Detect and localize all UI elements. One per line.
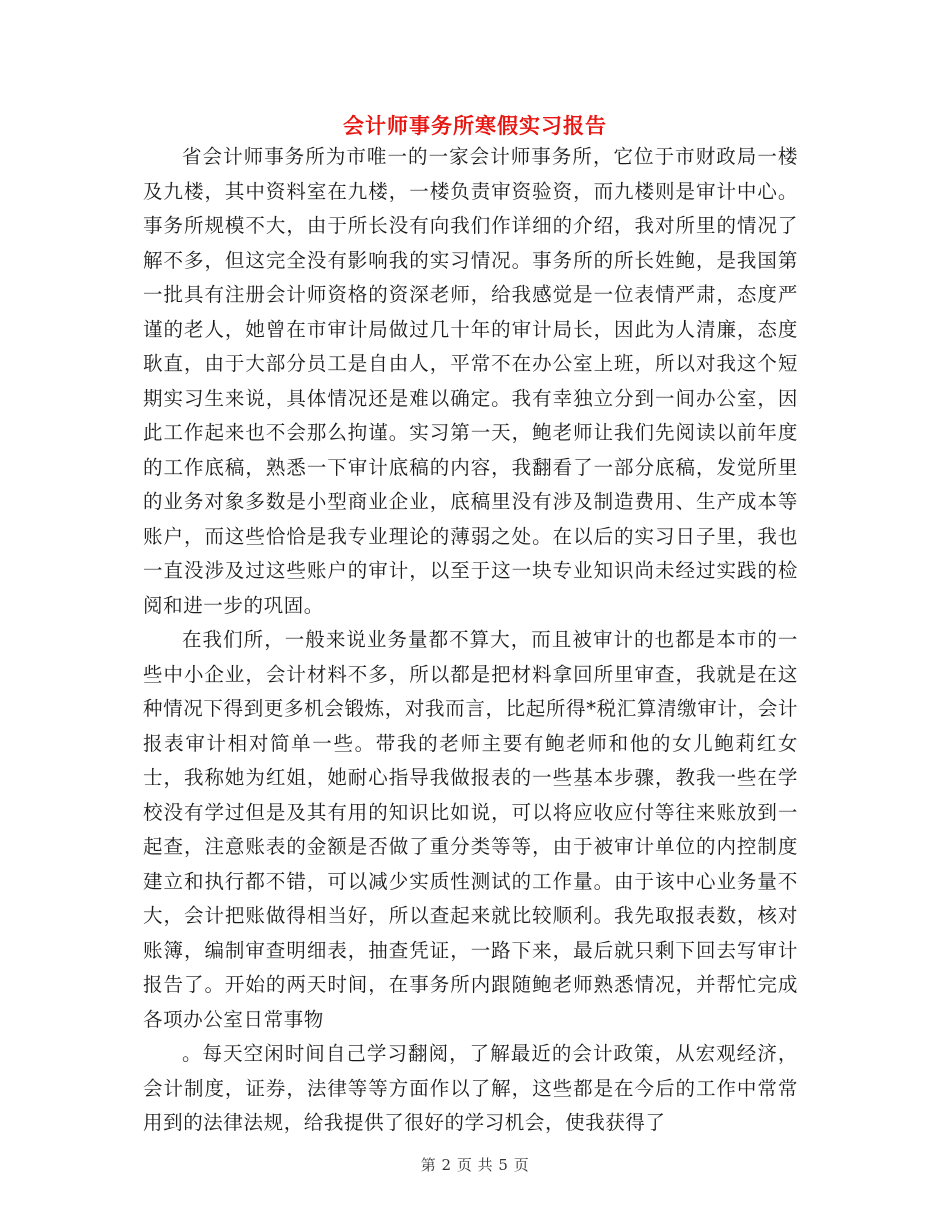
document-body bbox=[143, 140, 798, 1141]
document-title: 会计师事务所寒假实习报告 bbox=[343, 113, 607, 138]
paragraph-2: 在我们所，一般来说业务量都不算大，而且被审计的也都是本市的一些中小企业，会计材料不多，所以都是把材料拿回所里审查，我就是在这种情况下得到更多机会锻炼，对我而言，比起所得*税汇算清缴审计，会计报表审计相对简单一些。带我的老师主要有鲍老师和他的女儿鲍莉红女士，我称她为红姐，她耐心指导我做报表的一些基本步骤，教我一些在学校没有学过但是及其有用的知识比如说，可以将应收应付等往来账放到一起查，注意账表的金额是否做了重分类等等，由于被审计单位的内控制度建立和执行都不错，可以减少实质性测试的工作量。由于该中心业务量不大，会计把账做得相当好，所以查起来就比较顺利。我先取报表数，核对账簿，编制审查明细表，抽查凭证，一路下来，最后就只剩下回去写审计报告了。开始的两天时间，在事务所内跟随鲍老师熟悉情况，并帮忙完成各项办公室日常事物 bbox=[143, 628, 798, 1031]
paragraph-3: 。每天空闲时间自己学习翻阅，了解最近的会计政策，从宏观经济，会计制度，证券，法律等等方面作以了解，这些都是在今后的工作中常常用到的法律法规，给我提供了很好的学习机会，使我获得了 bbox=[143, 1042, 798, 1134]
paragraph-1: 省会计师事务所为市唯一的一家会计师事务所，它位于市财政局一楼及九楼，其中资料室在九楼，一楼负责审资验资，而九楼则是审计中心。事务所规模不大，由于所长没有向我们作详细的介绍，我对所里的情况了解不多，但这完全没有影响我的实习情况。事务所的所长姓鲍，是我国第一批具有注册会计师资格的资深老师，给我感觉是一位表情严肃，态度严谨的老人，她曾在市审计局做过几十年的审计局长，因此为人清廉，态度耿直，由于大部分员工是自由人，平常不在办公室上班，所以对我这个短期实习生来说，具体情况还是难以确定。我有幸独立分到一间办公室，因此工作起来也不会那么拘谨。实习第一天，鲍老师让我们先阅读以前年度的工作底稿，熟悉一下审计底稿的内容，我翻看了一部分底稿，发觉所里的业务对象多数是小型商业企业，底稿里没有涉及制造费用、生产成本等账户，而这些恰恰是我专业理论的薄弱之处。在以后的实习日子里，我也一直没涉及过这些账户的审计，以至于这一块专业知识尚未经过实践的检阅和进一步的巩固。 bbox=[143, 145, 798, 617]
page-number-footer: 第 2 页 共 5 页 bbox=[420, 1156, 530, 1174]
